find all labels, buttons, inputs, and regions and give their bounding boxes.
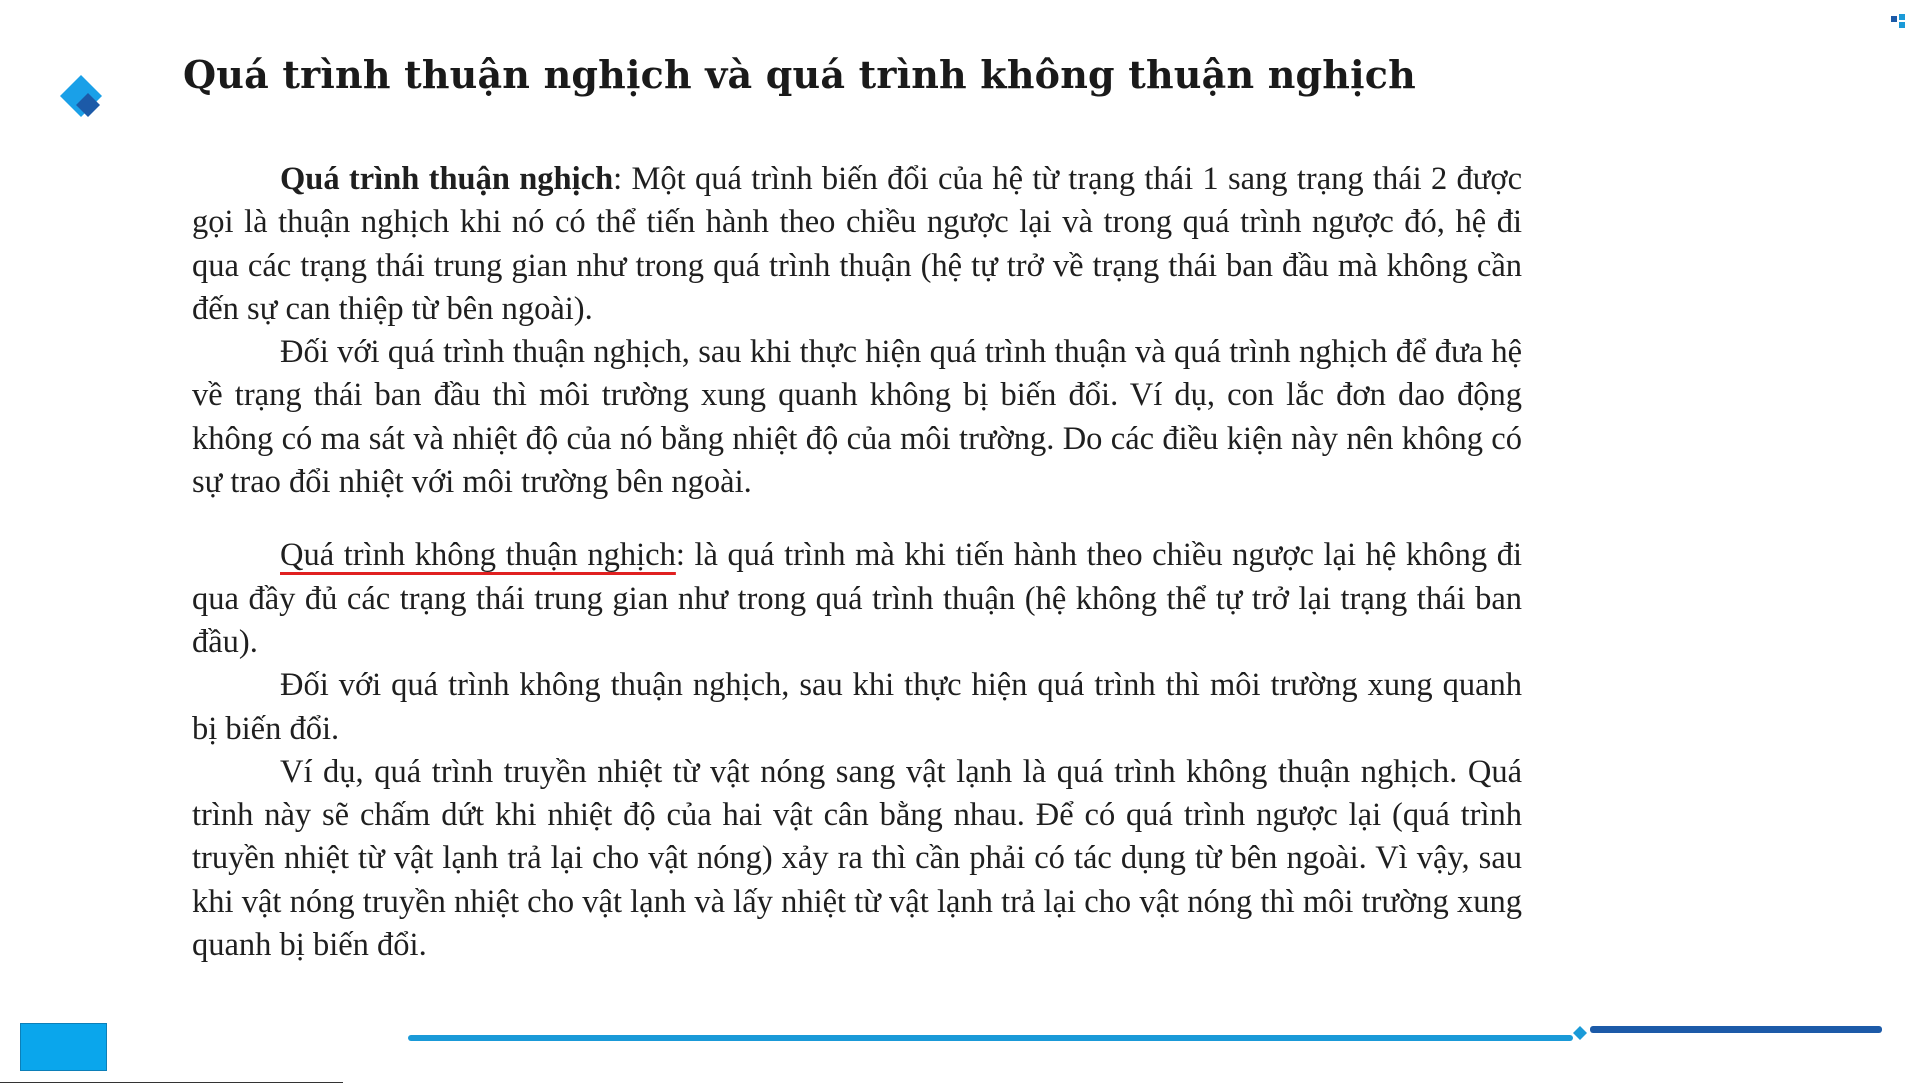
footer-accent-line bbox=[408, 1035, 1573, 1041]
reversible-definition-text: : Một quá trình biến đổi của hệ từ trạng thái 1 sang trạng thái 2 được gọi là thuận nghịch khi nó có thể tiến hành theo chiều ngược lại và trong quá trình ngược đó, hệ đi qua các trạng thái trung gian như trong quá trình thuận (hệ tự trở về trạng thái ban đầu mà không cần đến sự can thiệp từ bên ngoài). bbox=[192, 161, 1522, 327]
irreversible-definition bbox=[192, 534, 1522, 664]
diamond-logo-icon bbox=[58, 73, 104, 119]
footer-diamond-icon bbox=[1573, 1026, 1587, 1040]
irreversible-term: Quá trình không thuận nghịch bbox=[280, 537, 676, 574]
section-spacer bbox=[192, 504, 1522, 534]
irreversible-explanation: Đối với quá trình không thuận nghịch, sau khi thực hiện quá trình thì môi trường xung quanh bị biến đổi. bbox=[192, 667, 1522, 747]
corner-squares-icon bbox=[1891, 14, 1909, 32]
reversible-definition bbox=[192, 158, 1522, 331]
footer-dark-line bbox=[1590, 1026, 1882, 1033]
irreversible-example: Ví dụ, quá trình truyền nhiệt từ vật nóng sang vật lạnh là quá trình không thuận nghịch. Quá trình này sẽ chấm dứt khi nhiệt độ của hai vật cân bằng nhau. Để có quá trình ngược lại (quá trình truyền nhiệt từ vật lạnh trả lại cho vật nóng) xảy ra thì cần phải có tác dụng từ bên ngoài. Vì vậy, sau khi vật nóng truyền nhiệt cho vật lạnh và lấy nhiệt từ vật lạnh trả lại cho vật nóng thì môi trường xung quanh bị biến đổi. bbox=[192, 753, 1522, 964]
reversible-explanation: Đối với quá trình thuận nghịch, sau khi thực hiện quá trình thuận và quá trình nghịch để đưa hệ về trạng thái ban đầu thì môi trường xung quanh không bị biến đổi. Ví dụ, con lắc đơn dao động không có ma sát và nhiệt độ của nó bằng nhiệt độ của môi trường. Do các điều kiện này nên không có sự trao đổi nhiệt với môi trường bên ngoài. bbox=[192, 334, 1522, 501]
footer-blue-box bbox=[20, 1023, 107, 1071]
irreversible-definition-text: : là quá trình mà khi tiến hành theo chiều ngược lại hệ không đi qua đầy đủ các trạng thái trung gian như trong quá trình thuận (hệ không thể tự trở lại trạng thái ban đầu). bbox=[192, 537, 1523, 660]
slide-title: Quá trình thuận nghịch và quá trình không thuận nghịch bbox=[183, 52, 1416, 97]
reversible-term: Quá trình thuận nghịch bbox=[280, 161, 614, 197]
slide-content bbox=[192, 158, 1522, 967]
